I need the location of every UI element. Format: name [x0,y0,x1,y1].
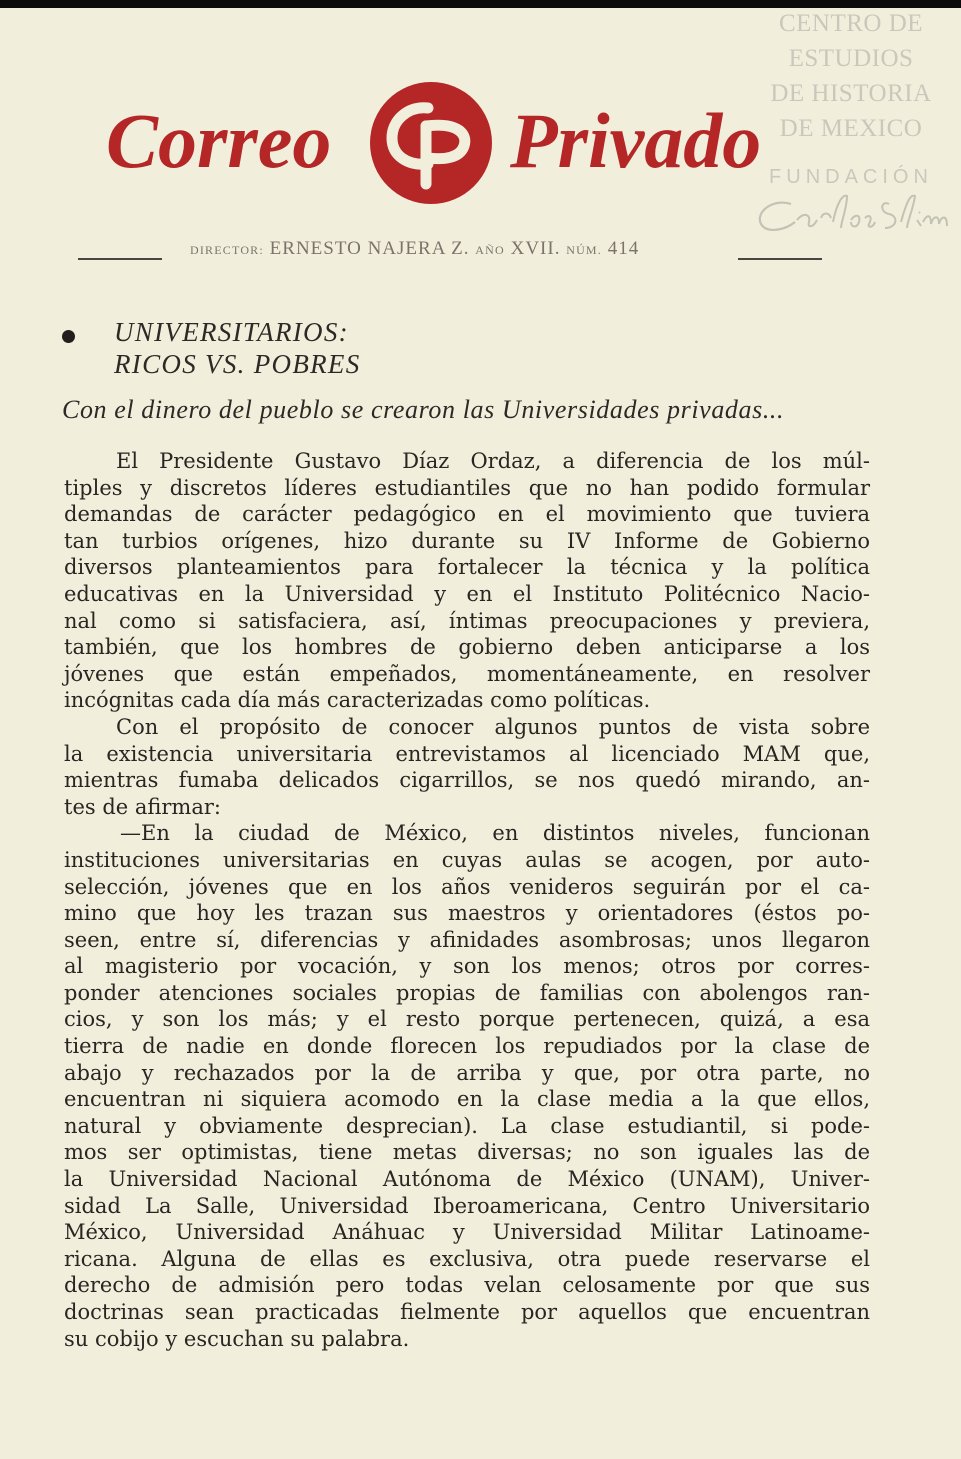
text-line: selección, jóvenes que en los años venideros seguirán por el ca- [64,874,870,899]
text-line: derecho de admisión pero todas velan celosamente por que sus [64,1273,870,1298]
watermark-line: CENTRO DE [778,10,924,37]
text-line: doctrinas sean practicadas fielmente por aquellos que encuentran [64,1300,870,1324]
issue-number: 414 [607,238,640,259]
watermark-line: DE MEXICO [779,115,923,142]
bullet-icon [62,330,75,343]
headline-line: UNIVERSITARIOS: [114,317,349,347]
text-line: ricana. Alguna de ellas es exclusiva, otra puede reservarse el [64,1246,870,1271]
year-value: XVII. [510,238,561,259]
text-line: instituciones universitarias en cuyas aulas se acogen, por auto- [64,847,870,872]
text-line: nal como si satisfaciera, así, íntimas preocupaciones y previera, [64,608,870,633]
text-line: cios, y son los más; y el resto porque pertenecen, quizá, a esa [64,1007,870,1032]
watermark-line: DE HISTORIA [770,80,932,107]
text-line: sidad La Salle, Universidad Iberoamericana, Centro Universitario [64,1193,870,1218]
divider [738,258,822,260]
text-line: tan turbios orígenes, hizo durante su IV Informe de Gobierno [64,528,870,553]
issue-info [190,238,639,260]
text-line: tierra de nadie en donde florecen los repudiados por la clase de [64,1034,870,1059]
number-label: NÚM. [566,243,603,257]
text-line: la Universidad Nacional Autónoma de México (UNAM), Univer- [64,1167,870,1192]
text-line: tes de afirmar: [64,794,221,819]
text-line: ponder atenciones sociales propias de familias con abolengos ran- [64,980,870,1005]
text-line: la existencia universitaria entrevistamos al licenciado MAM que, [64,741,870,766]
cp-logo-icon [368,80,494,206]
watermark-foundation: FUNDACIÓN [769,166,933,188]
director-name: ERNESTO NAJERA Z. [269,238,470,259]
article-subheading: Con el dinero del pueblo se crearon las Universidades privadas... [62,395,785,424]
headline-line: RICOS VS. POBRES [114,349,361,379]
text-line: encuentran ni siquiera acomodo en la clase media a la que ellos, [64,1087,870,1112]
newsletter-page [0,8,961,1459]
text-line: mos ser optimistas, tiene metas diversas; no son iguales las de [64,1140,870,1165]
text-line: abajo y rechazados por la de arriba y que, por otra parte, no [64,1060,870,1085]
text-line: mientras fumaba delicados cigarrillos, se nos quedó mirando, an- [64,768,870,793]
masthead-title-right: Privado [510,97,762,184]
text-line: también, que los hombres de gobierno deben anticiparse a los [64,635,870,660]
year-label: AÑO [475,243,505,257]
text-line: jóvenes que están empeñados, momentáneamente, en resolver [64,661,870,686]
text-line: El Presidente Gustavo Díaz Ordaz, a diferencia de los múl- [116,449,870,473]
text-line: tiples y discretos líderes estudiantiles que no han podido formular [64,475,870,500]
text-line: mino que hoy les trazan sus maestros y orientadores (éstos po- [64,901,870,926]
text-line: demandas de carácter pedagógico en el movimiento que tuviera [64,502,870,527]
masthead [100,78,800,208]
article-body [64,448,870,1352]
divider [78,258,162,260]
text-line: incógnitas cada día más caracterizadas como políticas. [64,688,651,713]
text-line: seen, entre sí, diferencias y afinidades asombrosas; unos llegaron [64,927,870,952]
director-label: DIRECTOR: [190,243,264,257]
text-line: natural y obviamente desprecian). La clase estudiantil, si pode- [64,1113,870,1138]
text-line: —En la ciudad de México, en distintos niveles, funcionan [120,821,870,846]
text-line: diversos planteamientos para fortalecer la técnica y la política [64,555,870,580]
text-line: México, Universidad Anáhuac y Universidad Militar Latinoame- [64,1220,870,1245]
text-line: al magisterio por vocación, y son los menos; otros por corres- [64,954,870,979]
masthead-title-left: Correo [106,97,332,184]
watermark-line: ESTUDIOS [788,45,914,72]
article-headline [114,316,361,380]
text-line: educativas en la Universidad y en el Instituto Politécnico Nacio- [64,581,870,606]
text-line: su cobijo y escuchan su palabra. [64,1326,410,1351]
director-line [78,236,823,266]
text-line: Con el propósito de conocer algunos puntos de vista sobre [116,714,870,739]
